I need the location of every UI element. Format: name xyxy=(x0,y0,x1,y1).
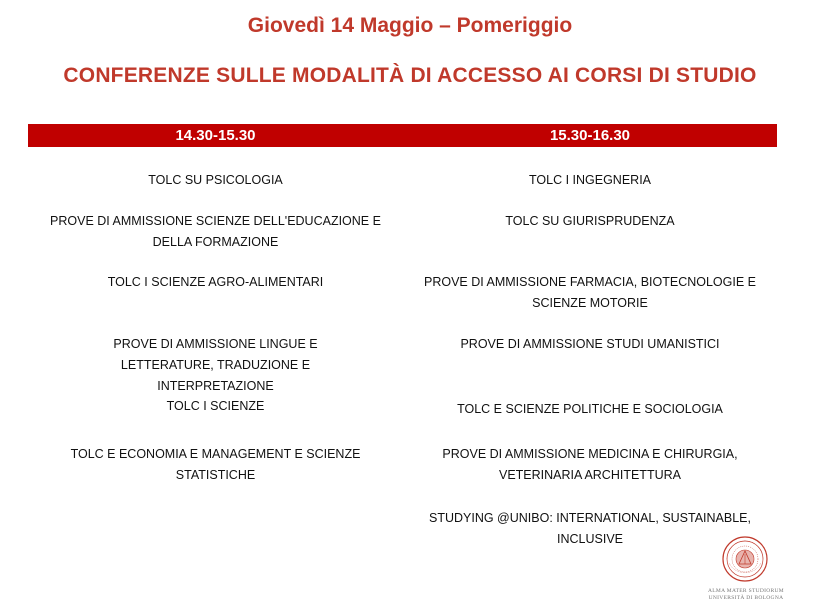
schedule-item: PROVE DI AMMISSIONE SCIENZE DELL'EDUCAZIONE E DELLA FORMAZIONE xyxy=(50,214,381,249)
schedule-item: TOLC SU PSICOLOGIA xyxy=(148,173,283,187)
schedule-item: TOLC I INGEGNERIA xyxy=(528,173,651,187)
schedule-item: PROVE DI AMMISSIONE LINGUE E LETTERATURE, TRADUZIONE E INTERPRETAZIONE xyxy=(113,337,318,393)
time-slot-header-2: 15.30-16.30 xyxy=(549,127,631,144)
logo-text-line1: ALMA MATER STUDIORUM xyxy=(708,588,784,594)
university-seal-icon xyxy=(722,536,768,582)
time-header-bar xyxy=(28,124,777,147)
schedule-item: TOLC I SCIENZE xyxy=(166,399,265,413)
schedule-item: TOLC SU GIURISPRUDENZA xyxy=(505,214,675,228)
schedule-item: TOLC E ECONOMIA E MANAGEMENT E SCIENZE STATISTICHE xyxy=(70,447,361,482)
university-logo xyxy=(700,536,792,608)
schedule-item: STUDYING @UNIBO: INTERNATIONAL, SUSTAINABLE, INCLUSIVE xyxy=(429,511,751,546)
schedule-item: TOLC I SCIENZE AGRO-ALIMENTARI xyxy=(107,275,324,289)
time-slot-header-1: 14.30-15.30 xyxy=(175,127,256,144)
page-title: CONFERENZE SULLE MODALITÀ DI ACCESSO AI CORSI DI STUDIO xyxy=(63,64,757,87)
date-heading: Giovedì 14 Maggio – Pomeriggio xyxy=(247,14,573,37)
schedule-item: PROVE DI AMMISSIONE MEDICINA E CHIRURGIA, VETERINARIA ARCHITETTURA xyxy=(442,447,738,482)
logo-text-line2: UNIVERSITÀ DI BOLOGNA xyxy=(708,595,784,601)
schedule-item: TOLC E SCIENZE POLITICHE E SOCIOLOGIA xyxy=(457,402,723,416)
schedule-item: PROVE DI AMMISSIONE FARMACIA, BIOTECNOLOGIE E SCIENZE MOTORIE xyxy=(423,275,756,310)
schedule-item: PROVE DI AMMISSIONE STUDI UMANISTICI xyxy=(460,337,720,351)
